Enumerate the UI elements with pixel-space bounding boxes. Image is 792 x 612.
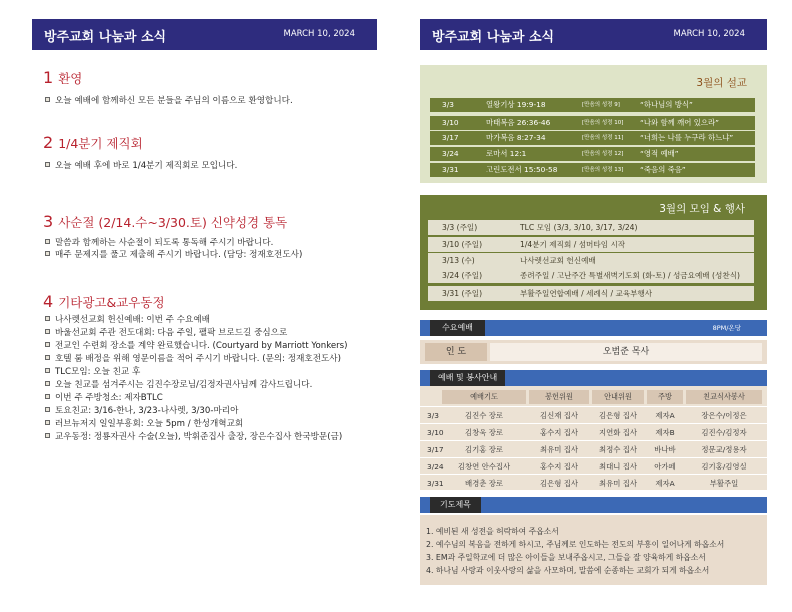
section-4-item: 나사렛선교회 헌신예배: 이번 주 수요예배 (45, 315, 210, 326)
service-label: 예배 및 봉사안내 (430, 370, 505, 386)
table-row: 3/3 김진수 장로 김신재 집사 김은형 집사 제자A 장은수/이정은 (420, 406, 767, 423)
section-4-item: 호텔 룸 배정을 위해 영문이름을 적어 주시기 바랍니다. (문의: 정재호전도사) (45, 354, 341, 365)
section-4-item: 바울선교회 주관 전도대회: 다음 주일, 팰팍 브로드길 중심으로 (45, 328, 287, 339)
wednesday-band (420, 320, 767, 336)
events-title: 3월의 모임 & 행사 (659, 203, 745, 215)
wednesday-label: 수요예배 (430, 320, 485, 336)
col-header: 친교식사봉사 (686, 390, 762, 404)
col-header: 주방 (647, 390, 683, 404)
col-header: 봉헌위원 (529, 390, 589, 404)
section-3-item: 매주 문제지를 풀고 제출해 주시기 바랍니다. (담당: 정재호전도사) (45, 250, 302, 261)
event-row: 3/13 (수) 나사렛선교회 헌신예배 (428, 253, 754, 268)
section-4-title: 4 기타광고&교우동정 (43, 292, 165, 311)
wednesday-time: 8PM/온당 (712, 324, 741, 332)
event-row: 3/3 (주일) TLC 모임 (3/3, 3/10, 3/17, 3/24) (428, 220, 754, 235)
section-2-title: 2 1/4분기 제직회 (43, 133, 143, 152)
sermon-row: 3/10 마태복음 26:36-46 [만음의 성정 10] “나와 함께 깨어 있으라” (430, 116, 755, 130)
section-1-item: 오늘 예배에 함께하신 모든 분들을 주님의 이름으로 환영합니다. (45, 96, 293, 107)
sermon-row: 3/17 마가복음 8:27-34 [만음의 성정 11] “너희는 나를 누구라 하느냐” (430, 131, 755, 145)
sermon-row: 3/24 로마서 12:1 [만음의 성정 12] “영적 예배” (430, 147, 755, 161)
service-band (420, 370, 767, 386)
section-4-item: 교우동정: 정룡자권사 수술(오늘), 박휘준집사 출장, 장은수집사 한국방문(금) (45, 432, 342, 443)
table-row: 3/10 김창욱 장로 홍수지 집사 지연화 집사 제자B 김진수/김정자 (420, 423, 767, 440)
sermon-row: 3/3 열왕기상 19:9-18 [만음의 성정 9] “하나님의 방식” (430, 98, 755, 112)
sermon-row: 3/31 고린도전서 15:50-58 [만음의 성정 13] “죽음의 죽음” (430, 163, 755, 177)
event-row: 3/24 (주일) 종려주일 / 고난주간 특별새벽기도회 (화-토) / 성금요예배 (성찬식) (428, 268, 754, 283)
prayer-item: 4. 하나님 사랑과 이웃사랑의 삶을 사모하며, 말씀에 순종하는 교회가 되게 하옵소서 (426, 566, 710, 575)
section-4-item: 전교인 수련회 장소를 계약 완료했습니다. (Courtyard by Marriott Yonkers) (45, 341, 348, 352)
section-4-item: 러브뉴저지 일일부흥회: 오늘 5pm / 한성개혁교회 (45, 419, 243, 430)
events-box (420, 195, 767, 310)
prayer-item: 2. 예수님의 복음을 전하게 하시고, 주님께로 인도하는 전도의 부흥이 일어나게 하옵소서 (426, 540, 725, 549)
left-header-title: 방주교회 나눔과 소식 (44, 30, 167, 45)
section-3-item: 말씀과 함께하는 사순절이 되도록 통독해 주시기 바랍니다. (45, 238, 273, 249)
left-header (32, 19, 377, 50)
prayer-box (420, 515, 767, 585)
section-4-item: 오늘 친교를 섬겨주시는 김진수장로님/김정자권사님께 감사드립니다. (45, 380, 312, 391)
event-row: 3/10 (주일) 1/4분기 제직회 / 섬머타임 시작 (428, 237, 754, 252)
section-4-item: 이번 주 주방청소: 제자BTLC (45, 393, 163, 404)
right-header-title: 방주교회 나눔과 소식 (432, 30, 555, 45)
sermon-title: 3월의 설교 (696, 77, 747, 89)
lead-name: 오범준 목사 (490, 343, 762, 361)
col-header: 안내위원 (592, 390, 644, 404)
section-4-item: 토요친교: 3/16-한나, 3/23-나사렛, 3/30-마리아 (45, 406, 238, 417)
right-header-date: MARCH 10, 2024 (673, 29, 745, 39)
wednesday-lead (420, 340, 767, 364)
table-row: 3/24 김창연 안수집사 홍수지 집사 최대니 집사 아가페 김기홍/김영실 (420, 457, 767, 474)
section-1-title: 1 환영 (43, 68, 83, 87)
section-4-item: TLC모임: 오늘 친교 후 (45, 367, 140, 378)
service-table (420, 386, 767, 490)
prayer-item: 3. EM과 주일학교에 더 많은 아이들을 보내주옵시고, 그들을 잘 양육하게 하옵소서 (426, 553, 706, 562)
prayer-band (420, 497, 767, 513)
col-header: 예배기도 (442, 390, 526, 404)
right-header (420, 19, 767, 50)
prayer-label: 기도제목 (430, 497, 481, 513)
sermon-box (420, 65, 767, 183)
section-3-title: 3 사순절 (2/14.수~3/30.토) 신약성경 통독 (43, 212, 288, 231)
table-row: 3/17 김기홍 장로 최유미 집사 최정수 집사 바나바 정문교/정용자 (420, 440, 767, 457)
left-header-date: MARCH 10, 2024 (283, 29, 355, 39)
lead-label: 인 도 (425, 343, 487, 361)
section-2-item: 오늘 예배 후에 바로 1/4분기 제직회로 모입니다. (45, 161, 237, 172)
event-row: 3/31 (주일) 부활주일연합예배 / 세례식 / 교육부행사 (428, 286, 754, 301)
table-row: 3/31 배경춘 장로 김은형 집사 최유미 집사 제자A 부활주일 (420, 474, 767, 491)
prayer-item: 1. 예비된 새 성전을 허락하여 주옵소서 (426, 527, 559, 536)
